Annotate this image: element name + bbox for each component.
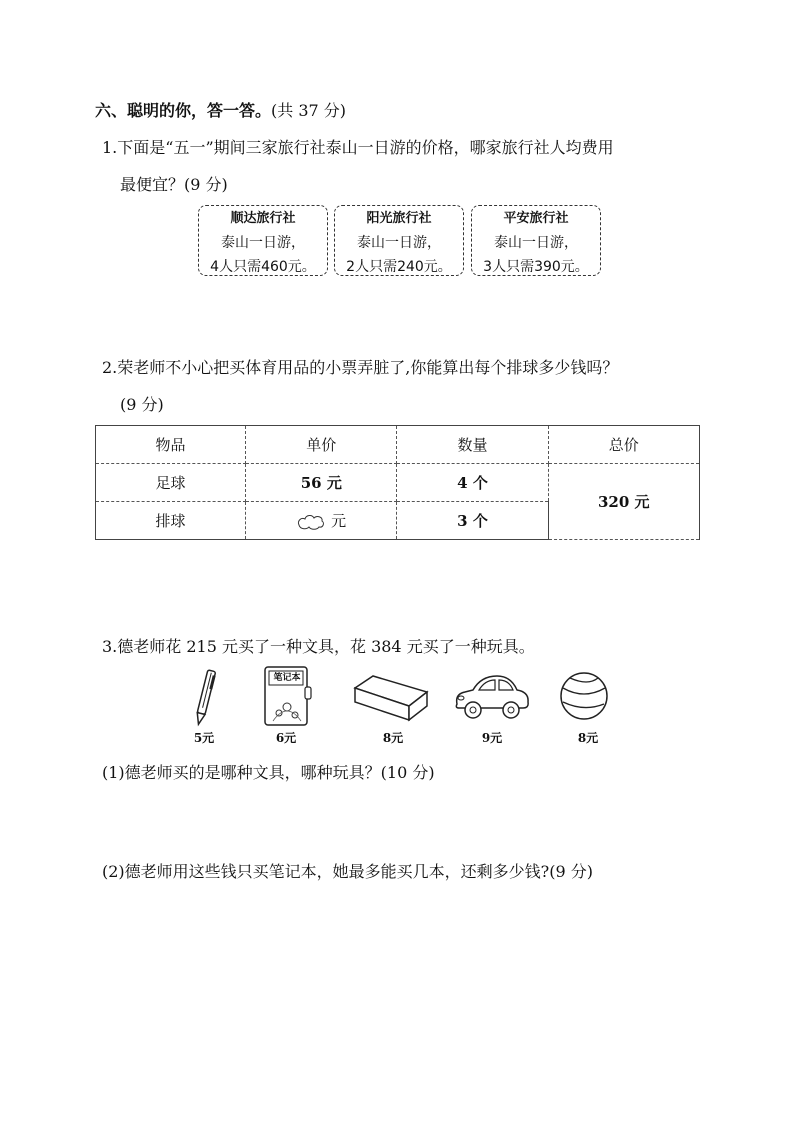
notebook-label: 笔记本 (273, 673, 301, 683)
price-unit: 元 (331, 512, 347, 530)
q2-text-line2: (9 分) (120, 395, 164, 414)
agency-name: 平安旅行社 (503, 211, 569, 226)
agency-line2: 3人只需390元。 (483, 259, 589, 275)
price-pencil-box: 8元 (382, 731, 404, 745)
table-header-row (96, 426, 700, 464)
cell-total: 320 元 (548, 464, 699, 540)
agency-name: 阳光旅行社 (366, 211, 432, 226)
price-pen: 5元 (193, 731, 215, 745)
agency-card-pingan (471, 205, 601, 276)
agency-name: 顺达旅行社 (230, 211, 296, 226)
section-title (95, 98, 346, 121)
cell-item: 足球 (96, 464, 246, 502)
q1-text-line1: 1.下面是“五一”期间三家旅行社泰山一日游的价格，哪家旅行社人均费用 (102, 138, 614, 157)
pen-icon (190, 668, 220, 728)
agency-line2: 2人只需240元。 (346, 259, 452, 275)
header-total: 总价 (548, 426, 699, 464)
q3-text: 3.德老师花 215 元买了一种文具，花 384 元买了一种玩具。 (102, 637, 535, 656)
item-toy-car (453, 670, 531, 726)
price-ball: 8元 (577, 731, 599, 745)
agency-card-shunda (198, 205, 328, 276)
header-item: 物品 (96, 426, 246, 464)
item-pen (190, 668, 220, 732)
agency-line1: 泰山一日游， (494, 235, 578, 251)
item-pencil-box (351, 672, 431, 728)
item-notebook (263, 665, 313, 731)
table-row (96, 464, 700, 502)
q3-sub1: (1)德老师买的是哪种文具，哪种玩具？(10 分) (102, 763, 435, 782)
agency-card-yangguang (334, 205, 464, 276)
q2-text-line1: 2.荣老师不小心把买体育用品的小票弄脏了,你能算出每个排球多少钱吗？ (102, 358, 619, 377)
cell-price-smudged (246, 502, 397, 540)
agency-line1: 泰山一日游， (357, 235, 441, 251)
toy-car-icon (453, 670, 531, 722)
section-title-main: 六、聪明的你，答一答。 (95, 101, 272, 120)
agency-line1: 泰山一日游， (221, 235, 305, 251)
cell-item: 排球 (96, 502, 246, 540)
header-quantity: 数量 (397, 426, 548, 464)
q3-sub2: (2)德老师用这些钱只买笔记本，她最多能买几本，还剩多少钱?(9 分) (102, 862, 593, 881)
pencil-box-icon (351, 672, 431, 724)
cell-price: 56 元 (246, 464, 397, 502)
header-unit-price: 单价 (246, 426, 397, 464)
item-ball (558, 670, 610, 726)
price-toy-car: 9元 (481, 731, 503, 745)
receipt-table (95, 425, 700, 540)
cell-qty: 3 个 (397, 502, 548, 540)
ball-icon (558, 670, 610, 722)
agency-line2: 4人只需460元。 (210, 259, 316, 275)
price-notebook: 6元 (275, 731, 297, 745)
q1-text-line2: 最便宜？(9 分) (120, 175, 228, 194)
section-title-score: (共 37 分) (271, 101, 347, 120)
smudge-icon (296, 513, 326, 531)
cell-qty: 4 个 (397, 464, 548, 502)
